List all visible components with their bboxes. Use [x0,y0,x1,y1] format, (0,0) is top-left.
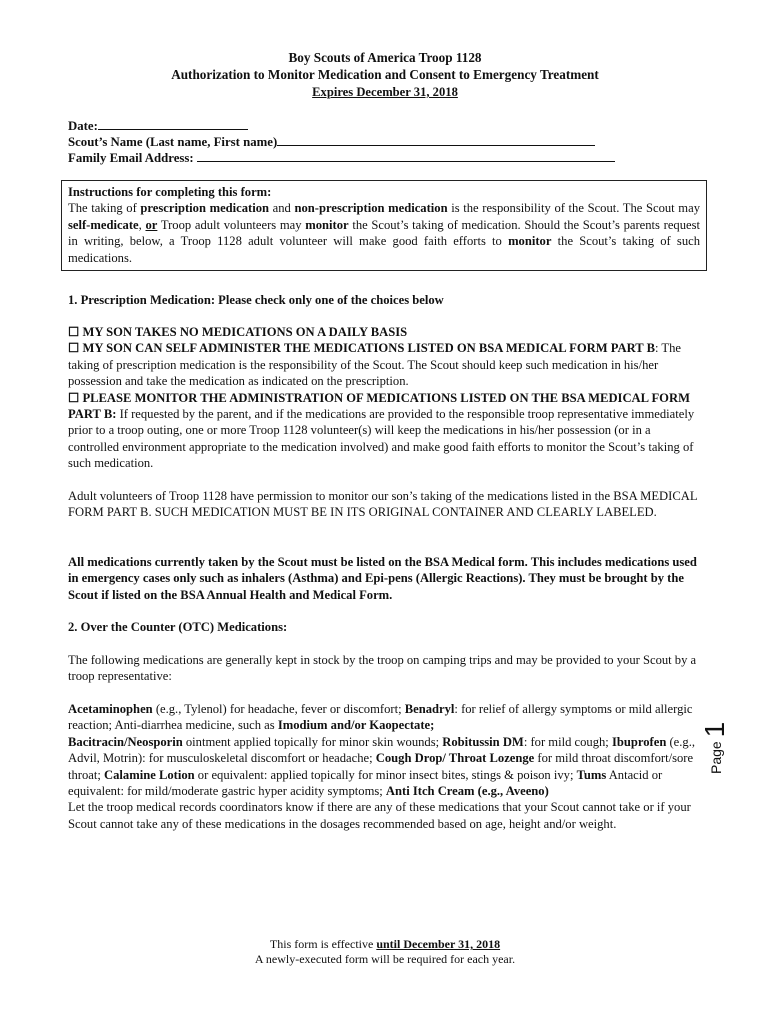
email-label: Family Email Address: [68,151,194,165]
scout-name-blank[interactable] [277,133,595,146]
section1-options [68,324,698,472]
email-blank[interactable] [197,149,615,162]
footer-effective: This form is effective until December 31, 2018 [269,937,501,951]
section1-heading: 1. Prescription Medication: Please check only one of the choices below [68,293,444,307]
date-field[interactable] [68,117,248,134]
form-title: Authorization to Monitor Medication and Consent to Emergency Treatment [171,67,599,82]
expiry-date [0,84,770,100]
date-label: Date: [68,119,98,133]
email-field[interactable] [68,149,615,166]
instructions-text: The taking of prescription medication and non-prescription medication is the responsibility of the Scout. The Scout may self-medicate, or Troop adult volunteers may monitor the Scout’s taking of medication. Should the Scout’s parents request in writing, below, a Troop 1128 adult volunteer will make good faith efforts to monitor the Scout’s taking of such medications. [68,201,700,265]
permission-paragraph: Adult volunteers of Troop 1128 have permission to monitor our son’s taking of the medications listed in the BSA MEDICAL FORM PART B. SUCH MEDICATION MUST BE IN ITS ORIGINAL CONTAINER AND CLEARLY LABELED. [68,489,698,520]
option-self-administer[interactable]: ☐ MY SON CAN SELF ADMINISTER THE MEDICATIONS LISTED ON BSA MEDICAL FORM PART B: The taking of prescription medication is the responsibility of the Scout. The Scout should keep such medication in his/her possession and take the medication as indicated on the prescription. [68,341,681,389]
page-number: 1 [699,721,730,738]
troop-title: Boy Scouts of America Troop 1128 [288,50,482,65]
otc-closing: Let the troop medical records coordinators know if there are any of these medications that your Scout cannot take or if your Scout cannot take any of these medications in the dosages recommended based on age, height and/or weight. [68,800,691,831]
date-blank[interactable] [98,117,248,130]
option-no-medications[interactable]: ☐ MY SON TAKES NO MEDICATIONS ON A DAILY BASIS [68,325,408,339]
medication-note: All medications currently taken by the Scout must be listed on the BSA Medical form. This includes medications used in emergency cases only such as inhalers (Asthma) and Epi-pens (Allergic Reactions). They must be brought by the Scout if listed on the BSA Annual Health and Medical Form. [68,555,697,602]
instructions-box [61,180,707,271]
page-number-mark [699,710,745,780]
page-word: Page [708,741,724,774]
section2-heading: 2. Over the Counter (OTC) Medications: [68,620,288,634]
option-monitor[interactable]: ☐ PLEASE MONITOR THE ADMINISTRATION OF MEDICATIONS LISTED ON THE BSA MEDICAL FORM PART B: If requested by the parent, and if the medications are provided to the responsible troop representative immediately prior to a troop outing, one or more Troop 1128 volunteer(s) will keep the medications in his/her possession (or in a controlled environment appropriate to the medication involved) and make good faith efforts to monitor the Scout’s taking of such medication. [68,390,695,471]
expiry-text: Expires December 31, 2018 [312,85,458,99]
scout-name-label: Scout’s Name (Last name, First name) [68,135,278,149]
instructions-heading: Instructions for completing this form: [68,185,272,199]
otc-intro: The following medications are generally kept in stock by the troop on camping trips and may be provided to your Scout by a troop representative: [68,653,697,684]
footer-renewal: A newly-executed form will be required for each year. [254,952,516,966]
otc-medication-list: Acetaminophen (e.g., Tylenol) for headache, fever or discomfort; Benadryl: for relief of allergy symptoms or mild allergic reaction; Anti-diarrhea medicine, such as Imodium and/or Kaopectate; Bacitracin/Neosporin ointment applied topically for minor skin wounds; Robitussin DM: for mild cough; Ibuprofen (e.g., Advil, Motrin): for musculoskeletal discomfort or headache; Cough Drop/ Throat Lozenge for mild throat discomfort/sore throat; Calamine Lotion or equivalent: applied topically for minor insect bites, stings & poison ivy; Tums Antacid or equivalent: for mild/moderate gastric hyper acidity symptoms; Anti Itch Cream (e.g., Aveeno) Let the troop medical records coordinators know if there are any of these medications that your Scout cannot take or if your Scout cannot take any of these medications in the dosages recommended based on age, height and/or weight. [68,702,696,831]
scout-name-field[interactable] [68,133,595,150]
